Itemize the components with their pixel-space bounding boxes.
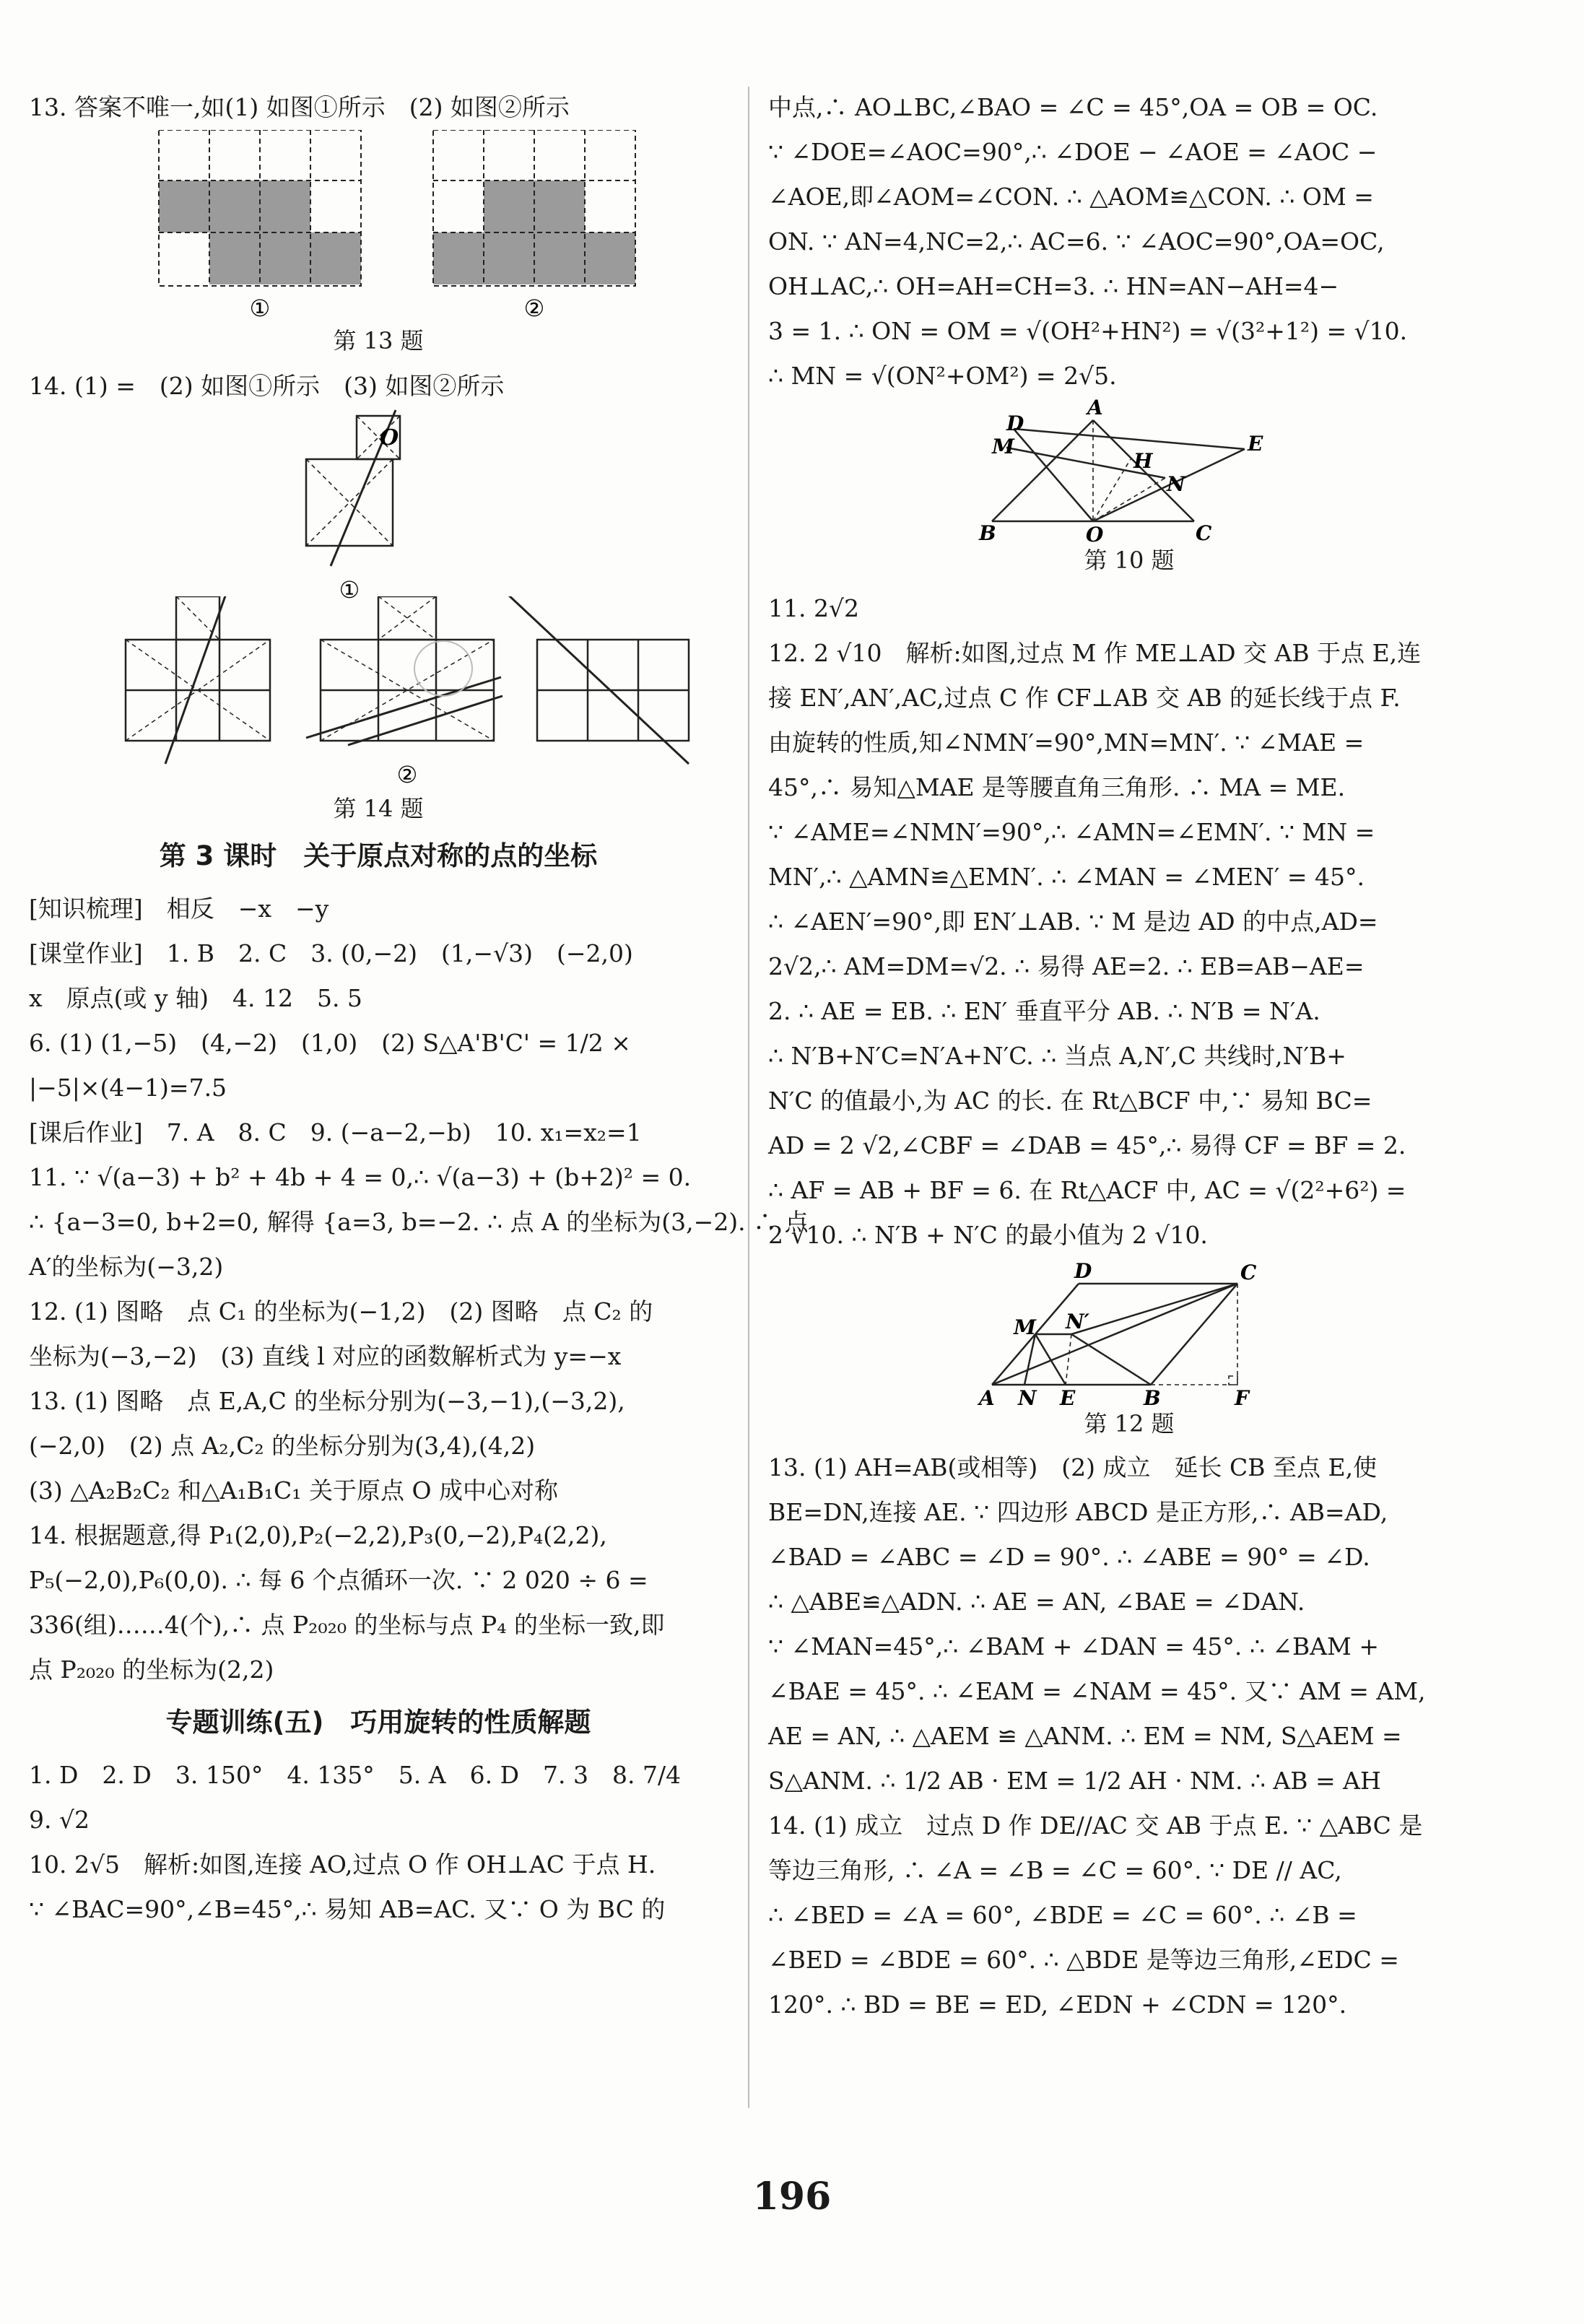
q14-figure-1 xyxy=(299,409,458,604)
left-line-12: 13. (1) 图略 点 E,A,C 的坐标分别为(−3,−1),(−3,2), xyxy=(29,1387,625,1415)
right-c-5: ∵ ∠MAN=45°,∴ ∠BAM + ∠DAN = 45°. ∴ ∠BAM + xyxy=(768,1632,1379,1661)
svg-text:E: E xyxy=(1248,432,1263,456)
q13-fig2-label: ② xyxy=(523,295,545,322)
right-a-3: ∠AOE,即∠AOM=∠CON. ∴ △AOM≌△CON. ∴ OM = xyxy=(768,183,1374,211)
right-b-4: 由旋转的性质,知∠NMN′=90°,MN=MN′. ∵ ∠MAE = xyxy=(768,728,1365,757)
page-number: 196 xyxy=(752,2175,832,2219)
left-line-5: |−5|×(4−1)=7.5 xyxy=(29,1074,227,1102)
left-line-4: 6. (1) (1,−5) (4,−2) (1,0) (2) S△A'B'C' = 1/2 × xyxy=(29,1029,631,1057)
right-a-4: ON. ∵ AN=4,NC=2,∴ AC=6. ∵ ∠AOC=90°,OA=OC, xyxy=(768,227,1385,256)
svg-text:N: N xyxy=(1167,472,1185,496)
right-a-2: ∵ ∠DOE=∠AOC=90°,∴ ∠DOE − ∠AOE = ∠AOC − xyxy=(768,138,1378,166)
right-c-10: 等边三角形, ∴ ∠A = ∠B = ∠C = 60°. ∵ DE // AC, xyxy=(768,1856,1342,1884)
right-c-7: AE = AN, ∴ △AEM ≌ △ANM. ∴ EM = NM, S△AEM = xyxy=(768,1722,1402,1750)
right-c-2: BE=DN,连接 AE. ∵ 四边形 ABCD 是正方形,∴ AB=AD, xyxy=(768,1498,1388,1526)
right-c-8: S△ANM. ∴ 1/2 AB · EM = 1/2 AH · NM. ∴ AB = AH xyxy=(768,1767,1381,1795)
column-divider xyxy=(748,87,749,2108)
left-line-10: 12. (1) 图略 点 C₁ 的坐标为(−1,2) (2) 图略 点 C₂ 的 xyxy=(29,1297,653,1326)
svg-text:O: O xyxy=(1086,523,1104,543)
left-line-15: 14. 根据题意,得 P₁(2,0),P₂(−2,2),P₃(0,−2),P₄(2,2), xyxy=(29,1521,607,1549)
right-c-3: ∠BAD = ∠ABC = ∠D = 90°. ∴ ∠ABE = 90° = ∠D. xyxy=(768,1543,1370,1571)
svg-text:N′: N′ xyxy=(1066,1310,1089,1333)
left-tail-4: ∵ ∠BAC=90°,∠B=45°,∴ 易知 AB=AC. 又∵ O 为 BC 的 xyxy=(29,1895,666,1923)
right-c-9: 14. (1) 成立 过点 D 作 DE//AC 交 AB 于点 E. ∵ △ABC 是 xyxy=(768,1811,1423,1840)
right-column xyxy=(768,85,1490,2027)
left-line-6: [课后作业] 7. A 8. C 9. (−a−2,−b) 10. x₁=x₂=1 xyxy=(29,1118,642,1146)
svg-text:M: M xyxy=(992,435,1014,458)
right-c-13: 120°. ∴ BD = BE = ED, ∠EDN + ∠CDN = 120°. xyxy=(768,1990,1347,2019)
svg-text:D: D xyxy=(1006,412,1024,435)
right-b-15: 2 √10. ∴ N′B + N′C 的最小值为 2 √10. xyxy=(768,1221,1208,1249)
right-c-12: ∠BED = ∠BDE = 60°. ∴ △BDE 是等边三角形,∠EDC = xyxy=(768,1946,1399,1974)
right-c-6: ∠BAE = 45°. ∴ ∠EAM = ∠NAM = 45°. 又∵ AM = AM, xyxy=(768,1677,1426,1705)
right-c-11: ∴ ∠BED = ∠A = 60°, ∠BDE = ∠C = 60°. ∴ ∠B = xyxy=(768,1901,1357,1929)
q12-caption: 第 12 题 xyxy=(1084,1410,1175,1437)
right-b-10: 2. ∴ AE = EB. ∴ EN′ 垂直平分 AB. ∴ N′B = N′A. xyxy=(768,997,1320,1025)
q14-fig-o-label: O xyxy=(380,425,399,451)
q13-caption: 第 13 题 xyxy=(333,327,424,354)
left-line-1: [知识梳理] 相反 −x −y xyxy=(29,895,329,923)
right-b-1: 11. 2√2 xyxy=(768,594,859,622)
right-b-7: MN′,∴ △AMN≌△EMN′. ∴ ∠MAN = ∠MEN′ = 45°. xyxy=(768,863,1365,891)
svg-text:C: C xyxy=(1240,1262,1257,1284)
q14-caption: 第 14 题 xyxy=(333,795,424,822)
right-a-6: 3 = 1. ∴ ON = OM = √(OH²+HN²) = √(3²+1²) = √10. xyxy=(768,317,1408,345)
q12-figure xyxy=(963,1262,1295,1406)
svg-text:B: B xyxy=(979,521,996,543)
svg-text:H: H xyxy=(1133,449,1153,473)
left-tail-1: 1. D 2. D 3. 150° 4. 135° 5. A 6. D 7. 3 8. 7/4 xyxy=(29,1761,682,1789)
right-b-14: ∴ AF = AB + BF = 6. 在 Rt△ACF 中, AC = √(2²+6²) = xyxy=(768,1176,1406,1204)
left-line-7: 11. ∵ √(a−3) + b² + 4b + 4 = 0,∴ √(a−3) + (b+2)² = 0. xyxy=(29,1163,692,1191)
right-b-2: 12. 2 √10 解析:如图,过点 M 作 ME⊥AD 交 AB 于点 E,连 xyxy=(768,639,1422,667)
right-c-4: ∴ △ABE≌△ADN. ∴ AE = AN, ∠BAE = ∠DAN. xyxy=(768,1588,1305,1616)
svg-text:F: F xyxy=(1235,1386,1249,1406)
lesson3-heading: 第 3 课时 关于原点对称的点的坐标 xyxy=(159,840,598,871)
q14-figure-2 xyxy=(53,596,703,791)
svg-text:D: D xyxy=(1074,1262,1092,1283)
training5-heading: 专题训练(五) 巧用旋转的性质解题 xyxy=(165,1707,591,1738)
q13-answer: 13. 答案不唯一,如(1) 如图①所示 (2) 如图②所示 xyxy=(29,93,570,121)
left-line-2: [课堂作业] 1. B 2. C 3. (0,−2) (1,−√3) (−2,0) xyxy=(29,939,633,967)
right-c-1: 13. (1) AH=AB(或相等) (2) 成立 延长 CB 至点 E,使 xyxy=(768,1453,1378,1481)
q10-figure xyxy=(963,399,1295,543)
q14-fig2-label: ② xyxy=(396,761,418,788)
q14-fig1-label: ① xyxy=(339,576,360,604)
left-line-9: A′的坐标为(−3,2) xyxy=(29,1253,224,1281)
left-line-8: ∴ {a−3=0, b+2=0, 解得 {a=3, b=−2. ∴ 点 A 的坐标为(3,−2). ∴ 点 xyxy=(29,1208,809,1236)
svg-text:N: N xyxy=(1018,1386,1037,1406)
right-b-13: AD = 2 √2,∠CBF = ∠DAB = 45°,∴ 易得 CF = BF = 2. xyxy=(768,1131,1406,1159)
left-tail-3: 10. 2√5 解析:如图,连接 AO,过点 O 作 OH⊥AC 于点 H. xyxy=(29,1850,656,1879)
left-line-11: 坐标为(−3,−2) (3) 直线 l 对应的函数解析式为 y=−x xyxy=(29,1342,622,1370)
svg-text:E: E xyxy=(1060,1386,1076,1406)
right-b-8: ∴ ∠AEN′=90°,即 EN′⊥AB. ∵ M 是边 AD 的中点,AD= xyxy=(768,908,1378,936)
svg-text:A: A xyxy=(1087,399,1103,419)
svg-text:M: M xyxy=(1014,1315,1036,1339)
right-b-3: 接 EN′,AN′,AC,过点 C 作 CF⊥AB 交 AB 的延长线于点 F. xyxy=(768,684,1401,712)
left-line-17: 336(组)……4(个),∴ 点 P₂₀₂₀ 的坐标与点 P₄ 的坐标一致,即 xyxy=(29,1611,665,1639)
left-tail-2: 9. √2 xyxy=(29,1806,90,1834)
right-a-7: ∴ MN = √(ON²+OM²) = 2√5. xyxy=(768,362,1117,390)
right-b-5: 45°,∴ 易知△MAE 是等腰直角三角形. ∴ MA = ME. xyxy=(768,773,1346,801)
q10-caption: 第 10 题 xyxy=(1084,547,1175,574)
svg-text:A: A xyxy=(979,1386,995,1406)
left-column-main xyxy=(29,85,809,1932)
left-line-13: (−2,0) (2) 点 A₂,C₂ 的坐标分别为(3,4),(4,2) xyxy=(29,1432,536,1460)
right-b-11: ∴ N′B+N′C=N′A+N′C. ∴ 当点 A,N′,C 共线时,N′B+ xyxy=(768,1042,1346,1070)
svg-text:C: C xyxy=(1196,521,1212,543)
q13-figures xyxy=(116,130,664,323)
right-b-9: 2√2,∴ AM=DM=√2. ∴ 易得 AE=2. ∴ EB=AB−AE= xyxy=(768,952,1365,980)
svg-text:B: B xyxy=(1144,1386,1161,1406)
left-line-18: 点 P₂₀₂₀ 的坐标为(2,2) xyxy=(29,1655,274,1684)
right-b-12: N′C 的值最小,为 AC 的长. 在 Rt△BCF 中,∵ 易知 BC= xyxy=(768,1087,1372,1115)
left-line-3: x 原点(或 y 轴) 4. 12 5. 5 xyxy=(29,984,362,1012)
right-a-5: OH⊥AC,∴ OH=AH=CH=3. ∴ HN=AN−AH=4− xyxy=(768,272,1339,300)
left-line-14: (3) △A₂B₂C₂ 和△A₁B₁C₁ 关于原点 O 成中心对称 xyxy=(29,1476,559,1505)
left-line-16: P₅(−2,0),P₆(0,0). ∴ 每 6 个点循环一次. ∵ 2 020 ÷ 6 = xyxy=(29,1566,648,1594)
q14-answer: 14. (1) = (2) 如图①所示 (3) 如图②所示 xyxy=(29,372,505,400)
q13-fig1-label: ① xyxy=(249,295,271,322)
right-b-6: ∵ ∠AME=∠NMN′=90°,∴ ∠AMN=∠EMN′. ∵ MN = xyxy=(768,818,1375,846)
right-a-1: 中点,∴ AO⊥BC,∠BAO = ∠C = 45°,OA = OB = OC. xyxy=(768,93,1378,121)
